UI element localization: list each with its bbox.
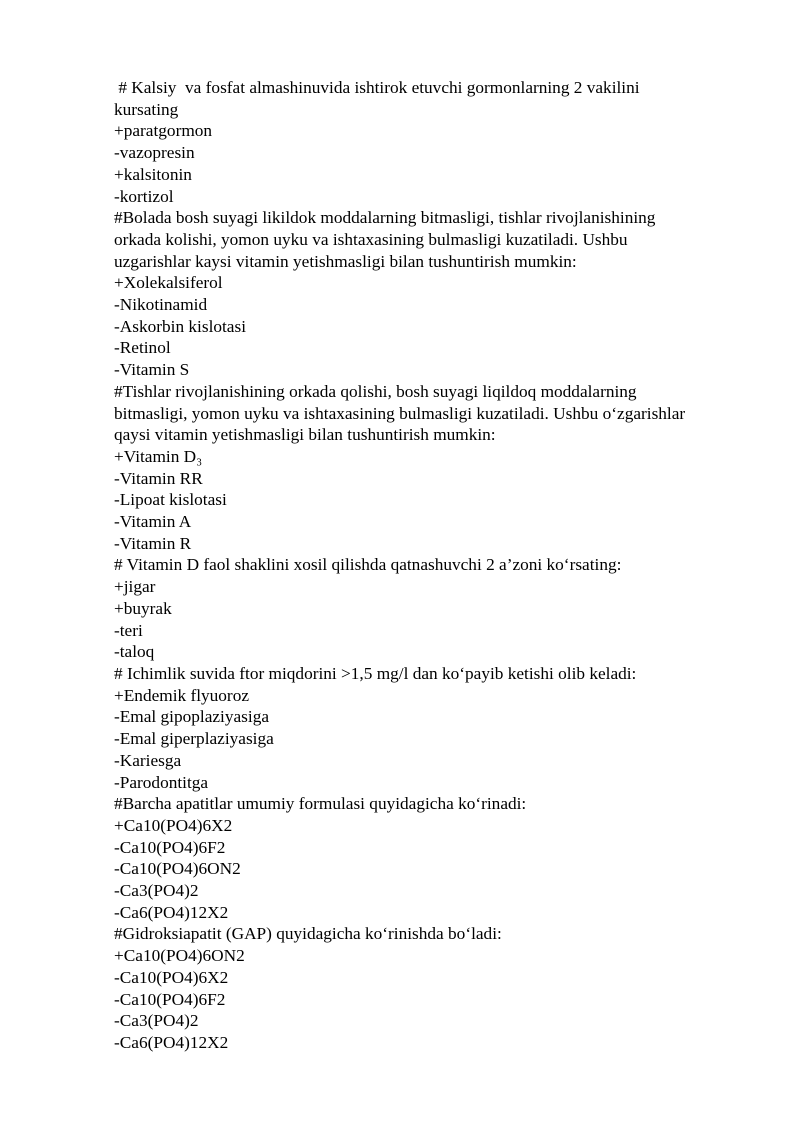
document-line: -Ca6(PO4)12X2 xyxy=(114,902,229,922)
document-line: -Retinol xyxy=(114,338,171,358)
document-line: +Ca10(PO4)6X2 xyxy=(114,815,233,835)
document-line: #Barcha apatitlar umumiy formulasi quyidagicha ko‘rinadi: xyxy=(114,794,527,814)
document-line: -Ca6(PO4)12X2 xyxy=(114,1032,229,1052)
document-line: +Vitamin D₃ xyxy=(114,446,203,466)
document-line: -teri xyxy=(114,620,143,640)
document-line: -Vitamin RR xyxy=(114,468,203,488)
document-line: +kalsitonin xyxy=(114,164,192,184)
document-line: -kortizol xyxy=(114,186,174,206)
document-line: +Xolekalsiferol xyxy=(114,273,223,293)
document-line: uzgarishlar kaysi vitamin yetishmasligi bilan tushuntirish mumkin: xyxy=(114,251,577,271)
document-line: +jigar xyxy=(114,577,156,597)
document-line: +buyrak xyxy=(114,598,172,618)
document-line: #Gidroksiapatit (GAP) quyidagicha ko‘rinishda bo‘ladi: xyxy=(114,924,502,944)
document-line: -Vitamin R xyxy=(114,533,192,553)
document-line: # Kalsiy va fosfat almashinuvida ishtirok etuvchi gormonlarning 2 vakilini xyxy=(114,78,640,97)
document-line: -Ca3(PO4)2 xyxy=(114,881,199,901)
document-line: -Askorbin kislotasi xyxy=(114,316,247,336)
document-line: -Kariesga xyxy=(114,750,182,770)
document-line: qaysi vitamin yetishmasligi bilan tushuntirish mumkin: xyxy=(114,425,496,445)
document-line: kursating xyxy=(114,99,179,119)
document-line: orkada kolishi, yomon uyku va ishtaxasining bulmasligi kuzatiladi. Ushbu xyxy=(114,229,628,249)
document-body xyxy=(114,77,754,1054)
document-line: -Vitamin S xyxy=(114,360,190,380)
document-line: +Ca10(PO4)6ON2 xyxy=(114,946,245,966)
document-line: #Tishlar rivojlanishining orkada qolishi, bosh suyagi liqildoq moddalarning xyxy=(114,381,637,401)
document-line: +paratgormon xyxy=(114,121,213,141)
document-line: -Emal giperplaziyasiga xyxy=(114,729,274,749)
document-line: -taloq xyxy=(114,642,155,662)
document-line: -Ca10(PO4)6F2 xyxy=(114,989,226,1009)
document-line: -Vitamin A xyxy=(114,512,192,532)
document-line: -vazopresin xyxy=(114,143,195,163)
document-line: -Ca10(PO4)6F2 xyxy=(114,837,226,857)
document-line: -Lipoat kislotasi xyxy=(114,490,227,510)
document-line: -Parodontitga xyxy=(114,772,209,792)
document-line: -Ca10(PO4)6X2 xyxy=(114,967,229,987)
document-line: -Ca10(PO4)6ON2 xyxy=(114,859,241,879)
document-line: -Emal gipoplaziyasiga xyxy=(114,707,269,727)
document-line: -Nikotinamid xyxy=(114,295,208,315)
document-line: # Vitamin D faol shaklini xosil qilishda qatnashuvchi 2 a’zoni ko‘rsating: xyxy=(114,555,622,575)
document-line: +Endemik flyuoroz xyxy=(114,685,250,705)
document-line: # Ichimlik suvida ftor miqdorini >1,5 mg/l dan ko‘payib ketishi olib keladi: xyxy=(114,663,637,683)
document-line: bitmasligi, yomon uyku va ishtaxasining bulmasligi kuzatiladi. Ushbu o‘zgarishlar xyxy=(114,403,686,423)
document-line: -Ca3(PO4)2 xyxy=(114,1011,199,1031)
document-line: #Bolada bosh suyagi likildok moddalarning bitmasligi, tishlar rivojlanishining xyxy=(114,208,656,228)
